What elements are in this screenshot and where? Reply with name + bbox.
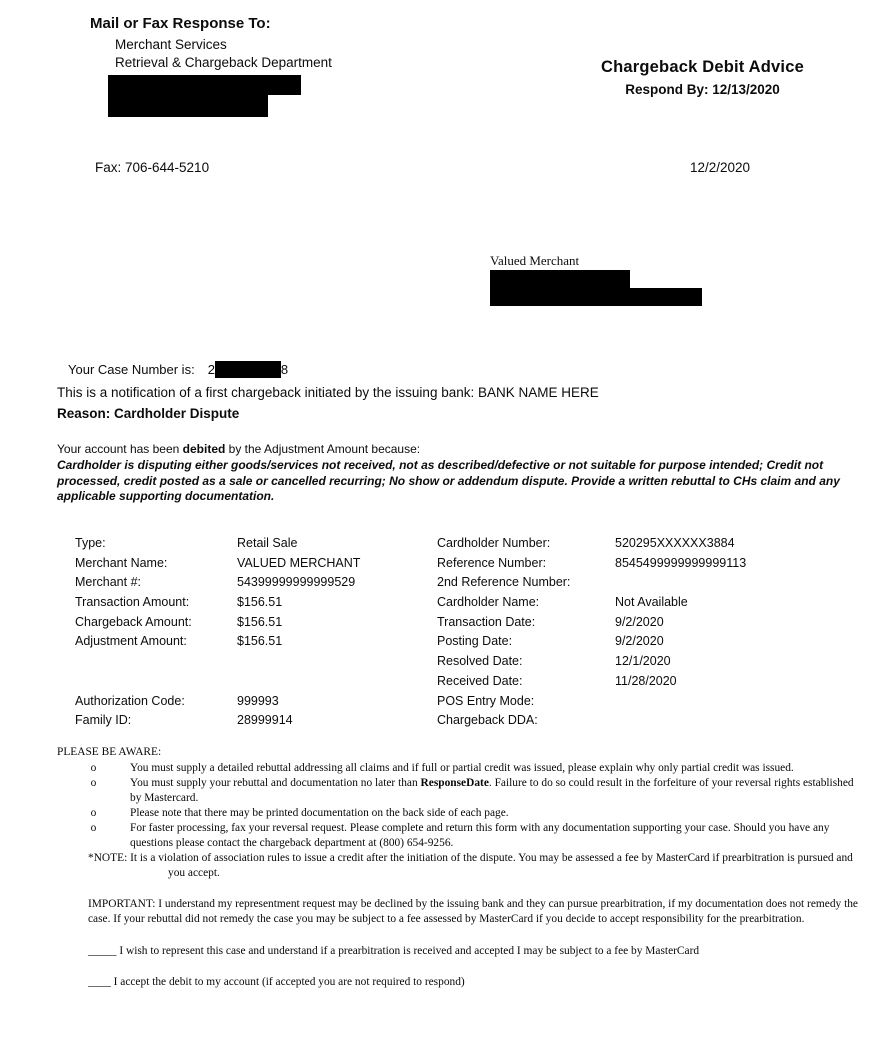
table-row <box>75 615 435 635</box>
redaction-block-case-number <box>215 361 281 378</box>
list-item <box>87 821 860 851</box>
field-value: 54399999999999529 <box>237 575 356 590</box>
note-paragraph: *NOTE: It is a violation of association rules to issue a credit after the initiation of the dispute. You may be assessed a fee by MasterCard if prearbitration is pursued and you accept. <box>88 852 853 879</box>
field-label: Type: <box>75 536 106 550</box>
field-label: Authorization Code: <box>75 693 185 708</box>
table-row <box>75 713 435 733</box>
bullet-marker: o <box>90 777 97 789</box>
redaction-block-sender-address-bottom <box>108 95 268 117</box>
field-value: 8545499999999999113 <box>615 555 747 570</box>
field-value: Retail Sale <box>237 536 298 550</box>
field-value <box>615 713 857 733</box>
bullet-marker: o <box>90 762 97 774</box>
important-paragraph: IMPORTANT: I understand my representment request may be declined by the issuing bank and they can pursue prearbitration, if my documentation does not remedy the case. If your rebuttal did not remedy the case you may be subject to a fee assessed by MasterCard if you decide to accept responsibility for the prearbitration. <box>88 898 858 925</box>
field-value <box>237 654 435 674</box>
table-row <box>437 634 857 654</box>
details-right-column <box>437 536 857 733</box>
field-label: Family ID: <box>75 713 132 728</box>
field-label: Adjustment Amount: <box>75 634 187 649</box>
field-label: Reference Number: <box>437 555 547 570</box>
field-label: Chargeback DDA: <box>437 713 538 728</box>
table-row <box>75 575 435 595</box>
field-label: Transaction Date: <box>437 614 536 629</box>
bullet-marker: o <box>90 822 97 834</box>
field-value <box>237 674 435 694</box>
redaction-block-sender-address-top <box>108 75 301 95</box>
field-label: Received Date: <box>437 673 523 688</box>
bullet2-post: . Failure to do so could result in the forfeiture of your reversal rights established by Mastercard. <box>130 777 854 804</box>
letter-date: 12/2/2020 <box>690 160 751 175</box>
field-value: 9/2/2020 <box>615 634 664 649</box>
fine-print-section <box>57 745 860 990</box>
bullet-text: Please note that there may be printed documentation on the back side of each page. <box>130 807 509 819</box>
field-value: 11/28/2020 <box>615 673 677 688</box>
table-row <box>437 654 857 674</box>
field-value: 520295XXXXXX3884 <box>615 536 735 550</box>
respond-by-line: Respond By: 12/13/2020 <box>625 82 780 97</box>
debit-intro-pre: Your account has been <box>57 442 183 456</box>
field-label: 2nd Reference Number: <box>437 575 571 590</box>
field-label: Cardholder Number: <box>437 536 551 550</box>
debit-intro-post: by the Adjustment Amount because: <box>225 442 421 456</box>
notification-line: This is a notification of a first chargeback initiated by the issuing bank: BANK NAME HERE <box>57 385 599 400</box>
addressee-name: Valued Merchant <box>490 253 580 268</box>
field-label: Chargeback Amount: <box>75 614 192 629</box>
list-item <box>87 761 860 776</box>
table-row <box>75 595 435 615</box>
field-value: 28999914 <box>237 713 293 728</box>
mail-or-fax-heading: Mail or Fax Response To: <box>90 15 271 32</box>
table-row <box>437 713 857 733</box>
field-label: Resolved Date: <box>437 654 523 669</box>
table-row <box>75 654 435 674</box>
field-label <box>75 654 237 674</box>
table-row <box>437 615 857 635</box>
table-row <box>75 634 435 654</box>
table-row <box>437 575 857 595</box>
field-label: Merchant Name: <box>75 555 168 570</box>
response-option-accept-debit: ____ I accept the debit to my account (if accepted you are not required to respond) <box>88 976 465 988</box>
field-value: 9/2/2020 <box>615 614 664 629</box>
table-row <box>75 694 435 714</box>
list-item <box>87 776 860 806</box>
field-label <box>75 674 237 694</box>
field-label: Posting Date: <box>437 634 513 649</box>
field-value: Not Available <box>615 595 688 610</box>
case-number-prefix: 2 <box>207 362 215 377</box>
debit-intro-line <box>57 442 420 456</box>
redaction-block-merchant-address-bottom <box>490 288 702 306</box>
bullet-marker: o <box>90 807 97 819</box>
bullet-text: For faster processing, fax your reversal request. Please complete and return this form with any documentation supporting your case. Should you have any questions please contact the chargeback department at (800) 654-9256. <box>130 822 830 849</box>
field-value: $156.51 <box>237 595 283 610</box>
case-number-suffix: 8 <box>280 362 289 377</box>
field-label: POS Entry Mode: <box>437 693 535 708</box>
field-value <box>615 575 857 595</box>
bullet-text: You must supply a detailed rebuttal addressing all claims and if full or partial credit was issued, please explain why only partial credit was issued. <box>130 762 794 774</box>
case-number-label: Your Case Number is: <box>68 362 195 377</box>
table-row <box>437 595 857 615</box>
document-title: Chargeback Debit Advice <box>601 58 804 76</box>
table-row <box>75 556 435 576</box>
debit-intro-bold: debited <box>182 442 226 456</box>
field-value: VALUED MERCHANT <box>237 555 361 570</box>
table-row <box>437 536 857 556</box>
field-label: Cardholder Name: <box>437 595 540 610</box>
field-value: $156.51 <box>237 634 283 649</box>
field-value: $156.51 <box>237 614 283 629</box>
redaction-block-merchant-address-top <box>490 270 630 288</box>
table-row <box>437 694 857 714</box>
reason-line: Reason: Cardholder Dispute <box>57 406 240 421</box>
field-label: Merchant #: <box>75 575 142 590</box>
sender-department-line2: Retrieval & Chargeback Department <box>115 55 332 70</box>
table-row <box>437 556 857 576</box>
fax-number-line: Fax: 706-644-5210 <box>95 160 210 175</box>
case-number-line <box>68 361 288 378</box>
document-title-block <box>545 58 860 97</box>
field-value: 999993 <box>237 693 279 708</box>
table-row <box>437 674 857 694</box>
bullet2-pre: You must supply your rebuttal and documentation no later than <box>130 777 421 789</box>
list-item <box>87 806 860 821</box>
dispute-reason-paragraph: Cardholder is disputing either goods/services not received, not as described/defective or not suitable for purpose intended; Credit not processed, credit posted as a sale or cancelled recurring; No show or addendum dispute. Provide a written rebuttal to CHs claim and any applicable supporting documentation. <box>57 458 840 503</box>
field-label: Transaction Amount: <box>75 595 190 610</box>
please-be-aware-heading: PLEASE BE AWARE: <box>57 746 162 758</box>
response-option-represent: _____ I wish to represent this case and understand if a prearbitration is received and accepted I may be subject to a fee by MasterCard <box>88 945 700 957</box>
field-value <box>615 694 857 714</box>
field-value: 12/1/2020 <box>615 654 671 669</box>
sender-department-line1: Merchant Services <box>115 37 227 52</box>
details-left-column <box>75 536 435 733</box>
table-row <box>75 536 435 556</box>
bullet2-bold-term: ResponseDate <box>420 777 489 789</box>
bullet-text <box>130 776 860 806</box>
table-row <box>75 674 435 694</box>
